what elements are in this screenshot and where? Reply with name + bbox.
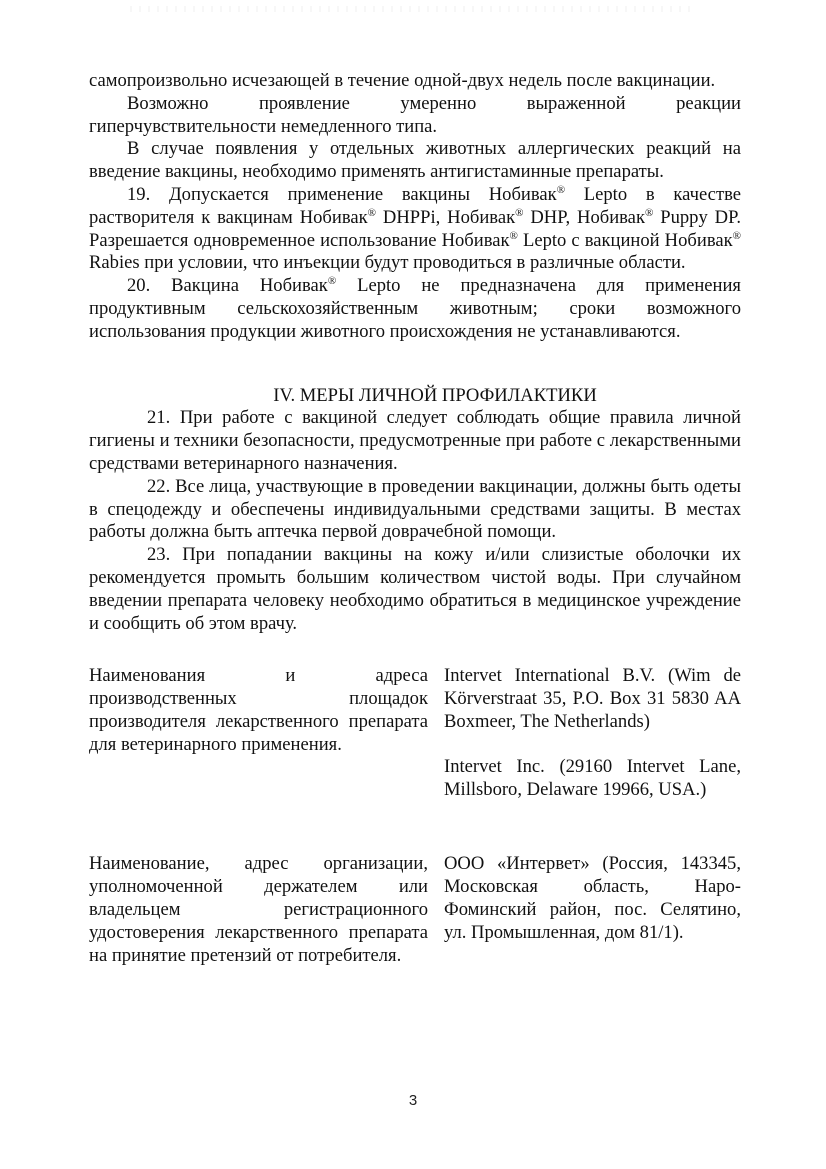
manufacturer-site-2: Intervet Inc. (29160 Intervet Lane, Millsboro, Delaware 19966, USA.) [444, 755, 741, 800]
registered-mark: ® [509, 229, 518, 242]
item-23: 23. При попадании вакцины на кожу и/или слизистые оболочки их рекомендуется промыть большим количеством чистой воды. При случайном введении препарата человеку необходимо обратиться в медицинское учреждение и сообщить об этом врачу. [89, 544, 741, 634]
item-19-text: Rabies при условии, что инъекции будут проводиться в различные области. [89, 252, 686, 274]
scan-artifact [130, 6, 690, 12]
item-20 [89, 275, 741, 343]
item-19-text: 19. Допускается применение вакцины Нобивак [127, 183, 557, 205]
page-number: 3 [408, 1092, 418, 1109]
paragraph-continuation: самопроизвольно исчезающей в течение одной-двух недель после вакцинации. [89, 70, 716, 91]
registered-mark: ® [515, 206, 524, 219]
registered-mark: ® [327, 275, 337, 288]
manufacturers-addresses [444, 665, 741, 801]
item-19-text: Lepto с вакциной Нобивак [517, 229, 733, 251]
holder-address: ООО «Интервет» (Россия, 143345, Московская область, Наро-Фоминский район, пос. Селятино, ул. Промышленная, дом 81/1). [444, 853, 741, 943]
document-page [89, 70, 741, 967]
holder-label: Наименование, адрес организации, уполномоченной держателем или владельцем регистрационного удостоверения лекарственного препарата на принятие претензий от потребителя. [89, 853, 428, 966]
item-19-text: Lepto в качестве растворителя к вакцинам Нобивак [89, 183, 741, 228]
spacer [444, 734, 741, 756]
holder-block [89, 853, 741, 967]
item-19-text: DHP, Нобивак [523, 206, 645, 228]
registered-mark: ® [367, 206, 377, 219]
manufacturers-label: Наименования и адреса производственных площадок производителя лекарственного препарата для ветеринарного применения. [89, 665, 428, 755]
item-19 [89, 184, 741, 275]
item-19-text: DHPPi, Нобивак [376, 206, 516, 228]
registered-mark: ® [732, 229, 742, 242]
item-20-text: Lepto не предназначена для применения продуктивным сельскохозяйственным животным; сроки возможного использования продукции животного происхождения не устанавливаются. [89, 275, 741, 342]
manufacturers-block [89, 665, 741, 801]
manufacturer-site-1: Intervet International B.V. (Wim de Körverstraat 35, P.O. Box 31 5830 AA Boxmeer, The Netherlands) [444, 665, 741, 732]
item-19-text: Puppy DP. Разрешается одновременное использование Нобивак [89, 206, 741, 251]
item-20-text: 20. Вакцина Нобивак [127, 275, 328, 297]
paragraph-allergy: В случае появления у отдельных животных аллергических реакций на введение вакцины, необходимо применять антигистаминные препараты. [89, 138, 741, 183]
registered-mark: ® [556, 183, 566, 196]
item-21: 21. При работе с вакциной следует соблюдать общие правила личной гигиены и техники безопасности, предусмотренные при работе с лекарственными средствами ветеринарного назначения. [89, 407, 741, 474]
section-heading: IV. МЕРЫ ЛИЧНОЙ ПРОФИЛАКТИКИ [273, 384, 597, 406]
registered-mark: ® [644, 206, 654, 219]
paragraph-hypersensitivity: Возможно проявление умеренно выраженной реакции гиперчувствительности немедленного типа. [89, 92, 741, 137]
item-22: 22. Все лица, участвующие в проведении вакцинации, должны быть одеты в спецодежду и обеспечены индивидуальными средствами защиты. В местах работы должна быть аптечка первой доврачебной помощи. [89, 475, 741, 543]
